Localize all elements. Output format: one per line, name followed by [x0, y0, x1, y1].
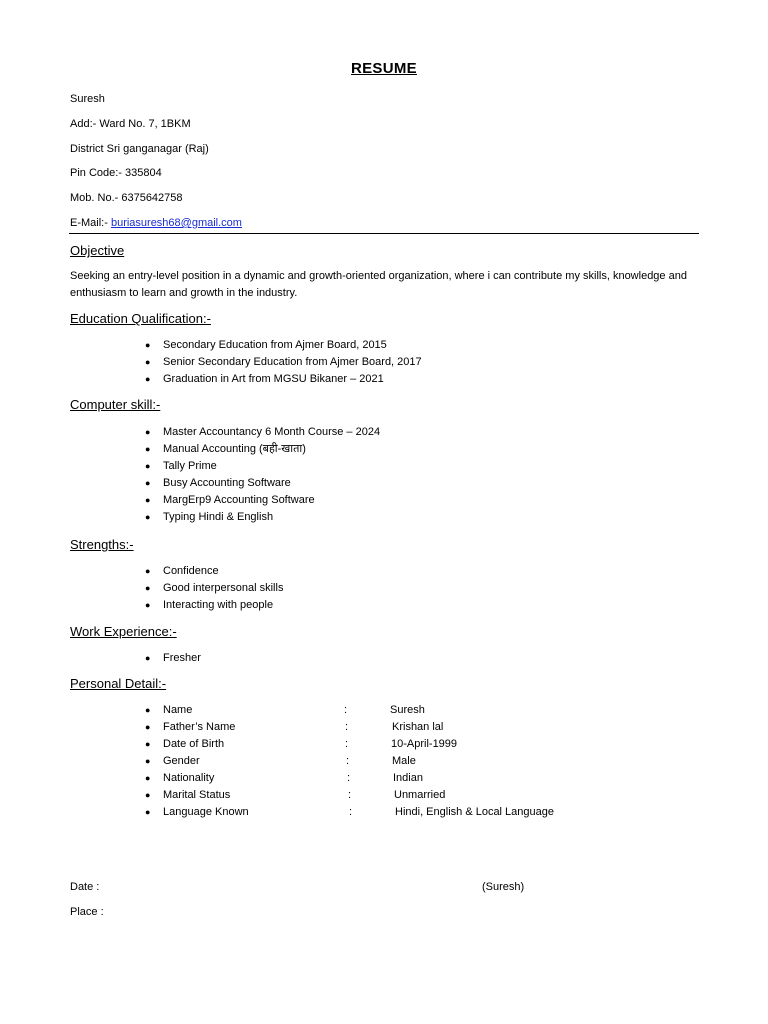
- list-item-text: Fresher: [163, 652, 201, 664]
- bullet: ●: [145, 756, 151, 766]
- bullet: ●: [145, 444, 151, 454]
- address-line: Add:- Ward No. 7, 1BKM: [70, 118, 191, 130]
- place-label: Place :: [70, 906, 104, 918]
- signature-name: (Suresh): [482, 881, 525, 893]
- candidate-name: Suresh: [70, 93, 105, 105]
- list-item-text: Interacting with people: [163, 599, 274, 611]
- colon: :: [345, 721, 349, 733]
- personal-label: Gender: [163, 755, 200, 767]
- bullet: ●: [145, 722, 151, 732]
- list-item-text: Tally Prime: [163, 460, 217, 472]
- personal-label: Father’s Name: [163, 721, 236, 733]
- bullet: ●: [145, 566, 151, 576]
- email-link[interactable]: buriasuresh68@gmail.com: [110, 217, 242, 229]
- personal-label: Marital Status: [163, 789, 231, 801]
- personal-label: Language Known: [163, 806, 249, 818]
- email-line: [70, 217, 242, 229]
- bullet: ●: [145, 461, 151, 471]
- bullet: ●: [145, 357, 151, 367]
- bullet: ●: [145, 705, 151, 715]
- list-item-text: Senior Secondary Education from Ajmer Board, 2017: [163, 356, 422, 368]
- personal-label: Name: [163, 704, 193, 716]
- bullet: ●: [145, 790, 151, 800]
- list-item-text: MargErp9 Accounting Software: [163, 494, 315, 506]
- personal-value: Indian: [393, 772, 423, 784]
- personal-value: 10-April-1999: [391, 738, 458, 750]
- bullet: ●: [145, 512, 151, 522]
- bullet: ●: [145, 600, 151, 610]
- email-label: E-Mail:-: [70, 217, 111, 229]
- education-heading: Education Qualification:-: [70, 311, 211, 326]
- personal-value: Male: [392, 755, 416, 767]
- mobile-line: Mob. No.- 6375642758: [70, 192, 183, 204]
- header-divider: [69, 233, 699, 234]
- list-item-text: Typing Hindi & English: [163, 511, 274, 523]
- objective-text: Seeking an entry-level position in a dynamic and growth-oriented organization, where i can contribute my skills, knowledge and enthusiasm to learn and growth in the industry.: [70, 270, 687, 299]
- strengths-heading: Strengths:-: [70, 537, 134, 552]
- pin-code-line: Pin Code:- 335804: [70, 167, 162, 179]
- colon: :: [347, 772, 351, 784]
- list-item-text: Secondary Education from Ajmer Board, 2015: [163, 339, 387, 351]
- bullet: ●: [145, 807, 151, 817]
- district-line: District Sri ganganagar (Raj): [70, 143, 209, 155]
- bullet: ●: [145, 427, 151, 437]
- bullet: ●: [145, 653, 151, 663]
- bullet: ●: [145, 773, 151, 783]
- colon: :: [344, 704, 348, 716]
- work-experience-heading: Work Experience:-: [70, 624, 177, 639]
- list-item-text: Manual Accounting (बही-खाता): [163, 443, 306, 455]
- colon: :: [346, 755, 350, 767]
- bullet: ●: [145, 739, 151, 749]
- page-title: RESUME: [351, 60, 417, 77]
- list-item-text: Master Accountancy 6 Month Course – 2024: [163, 426, 381, 438]
- objective-heading: Objective: [70, 243, 125, 258]
- colon: :: [345, 738, 349, 750]
- personal-detail-heading: Personal Detail:-: [70, 676, 167, 691]
- personal-label: Date of Birth: [163, 738, 225, 750]
- personal-value: Suresh: [390, 704, 425, 716]
- bullet: ●: [145, 340, 151, 350]
- personal-value: Krishan lal: [392, 721, 444, 733]
- list-item-text: Graduation in Art from MGSU Bikaner – 2021: [163, 373, 384, 385]
- date-label: Date :: [70, 881, 100, 893]
- list-item-text: Confidence: [163, 565, 219, 577]
- bullet: ●: [145, 495, 151, 505]
- list-item-text: Busy Accounting Software: [163, 477, 291, 489]
- colon: :: [348, 789, 352, 801]
- personal-value: Unmarried: [394, 789, 446, 801]
- personal-label: Nationality: [163, 772, 215, 784]
- list-item-text: Good interpersonal skills: [163, 582, 284, 594]
- computer-skill-heading: Computer skill:-: [70, 397, 161, 412]
- bullet: ●: [145, 583, 151, 593]
- bullet: ●: [145, 374, 151, 384]
- colon: :: [349, 806, 353, 818]
- personal-value: Hindi, English & Local Language: [395, 806, 555, 818]
- bullet: ●: [145, 478, 151, 488]
